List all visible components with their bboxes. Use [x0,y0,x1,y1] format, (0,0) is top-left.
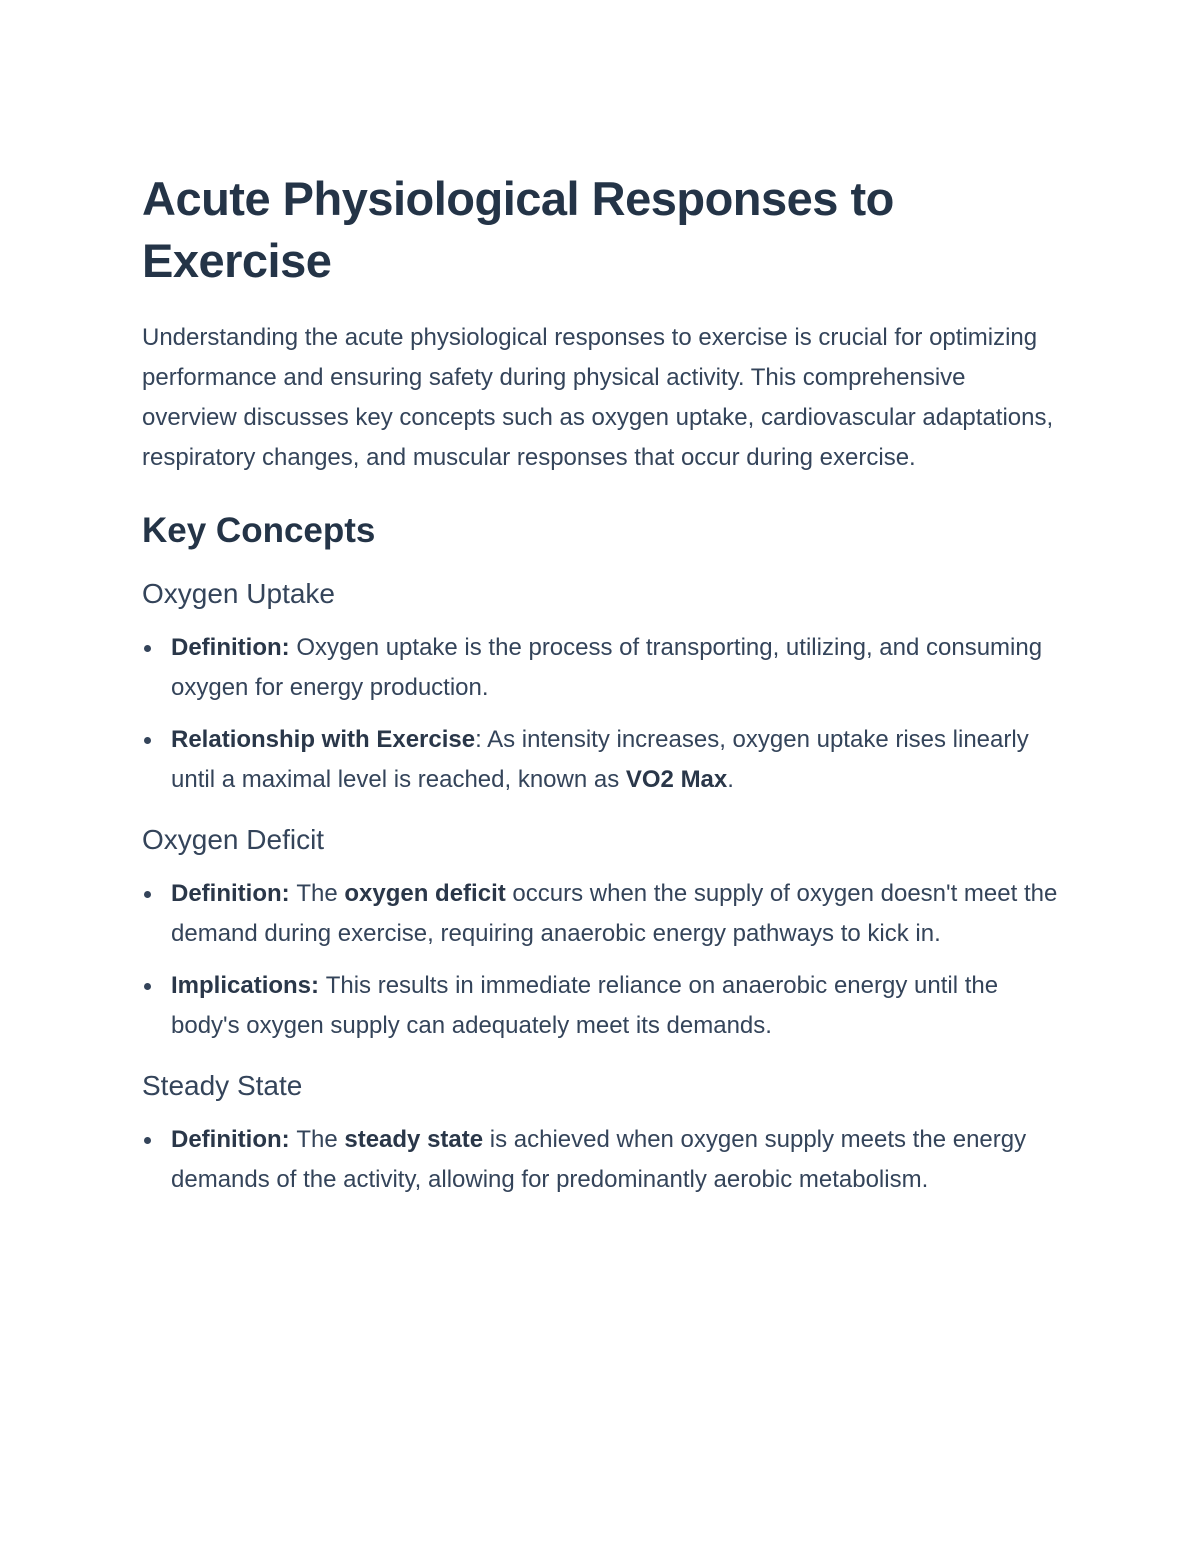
page-title: Acute Physiological Responses to Exercise [142,172,894,287]
item-text: The [296,880,345,907]
subsection-heading-oxygen-uptake: Oxygen Uptake [142,578,335,609]
item-text-end: occurs when the supply of oxygen doesn't meet the demand during exercise, requiring anaerobic energy pathways to kick in. [171,880,1058,947]
list-item [142,1120,1062,1200]
document-page [142,168,1062,1200]
oxygen-uptake-list [142,628,1062,800]
item-text: The [296,1126,345,1153]
item-label: Definition [171,880,282,907]
subsection-heading-steady-state: Steady State [142,1070,303,1101]
item-label: Definition [171,634,282,661]
item-text: This results in immediate reliance on anaerobic energy until the body's oxygen supply can adequately meet its demands. [171,972,999,1039]
bullet-icon [144,645,151,652]
item-text-end: . [727,766,734,793]
subsection-heading-oxygen-deficit: Oxygen Deficit [142,824,325,855]
item-text: As intensity increases, oxygen uptake rises linearly until a maximal level is reached, known as [171,726,1029,793]
item-label: Implications [171,972,312,999]
list-item [142,966,1062,1046]
bullet-icon [144,891,151,898]
item-label-separator: : [475,726,488,753]
item-emphasis: oxygen deficit [344,880,506,907]
list-item [142,874,1062,954]
item-text-end: is achieved when oxygen supply meets the energy demands of the activity, allowing for predominantly aerobic metabolism. [171,1126,1027,1193]
item-label: Relationship with Exercise [171,726,476,753]
item-label-separator: : [281,634,297,661]
list-item [142,720,1062,800]
item-label-separator: : [311,972,326,999]
steady-state-list [142,1120,1062,1200]
item-label-separator: : [281,880,297,907]
bullet-icon [144,983,151,990]
bullet-icon [144,1137,151,1144]
intro-paragraph: Understanding the acute physiological responses to exercise is crucial for optimizing performance and ensuring safety during physical activity. This comprehensive overview discusses key concepts such as oxygen uptake, cardiovascular adaptations, respiratory changes, and muscular responses that occur during exercise. [142,324,1054,471]
section-heading-key-concepts: Key Concepts [142,511,376,550]
item-label-separator: : [281,1126,297,1153]
item-emphasis: steady state [344,1126,484,1153]
list-item [142,628,1062,708]
item-label: Definition [171,1126,282,1153]
item-text: Oxygen uptake is the process of transporting, utilizing, and consuming oxygen for energy production. [171,634,1043,701]
oxygen-deficit-list [142,874,1062,1046]
bullet-icon [144,737,151,744]
item-emphasis: VO2 Max [625,766,728,793]
